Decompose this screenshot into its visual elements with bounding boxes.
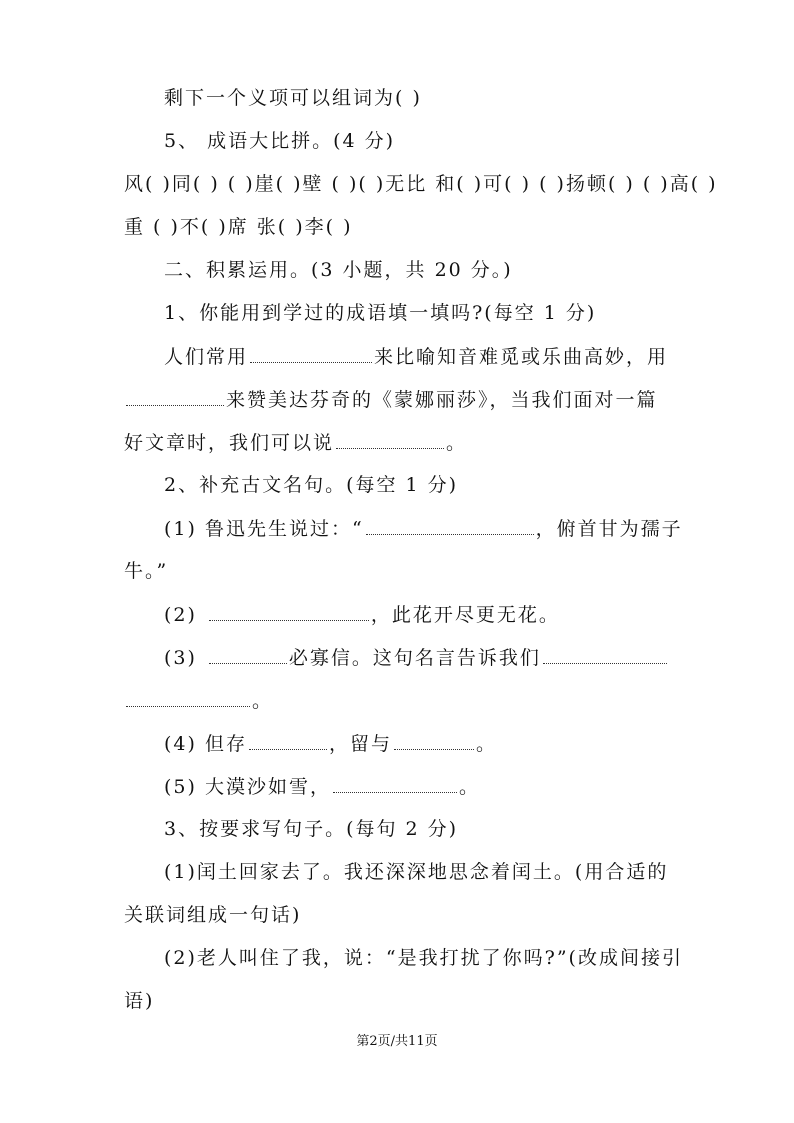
text-line xyxy=(124,387,658,412)
text-segment: 。 xyxy=(446,432,468,454)
answer-blank[interactable] xyxy=(543,645,667,664)
text-segment: ，留与 xyxy=(328,733,392,755)
idiom-fill-line: 风( )同( ) ( )崖( )壁 ( )( )无比 和( )可( ) ( )扬顿( ) ( )高( ) xyxy=(124,173,718,195)
text-segment: 。 xyxy=(252,690,274,712)
question-heading: 3、按要求写句子。(每句 2 分) xyxy=(164,818,459,840)
text-segment: 。 xyxy=(475,733,497,755)
answer-blank[interactable] xyxy=(249,731,327,750)
answer-blank[interactable] xyxy=(394,731,474,750)
answer-blank[interactable] xyxy=(209,602,369,621)
text-line xyxy=(164,731,497,756)
text-segment: 好文章时，我们可以说 xyxy=(124,432,335,454)
text-line xyxy=(164,602,560,627)
text-line xyxy=(164,516,683,541)
text-line: (2)老人叫住了我，说：“是我打扰了你吗?”(改成间接引 xyxy=(164,947,683,969)
answer-blank[interactable] xyxy=(126,387,224,406)
text-segment: 人们常用 xyxy=(164,346,249,368)
answer-blank[interactable] xyxy=(333,774,457,793)
text-segment: ，此花开尽更无花。 xyxy=(370,604,560,626)
text-line: 关联词组成一句话) xyxy=(124,904,302,926)
text-segment: 来比喻知音难觅或乐曲高妙，用 xyxy=(374,346,669,368)
text-line: 语) xyxy=(124,990,155,1012)
text-line: (1)闰土回家去了。我还深深地思念着闰土。(用合适的 xyxy=(164,861,669,883)
text-segment: ，俯首甘为孺子 xyxy=(535,518,683,540)
answer-blank[interactable] xyxy=(366,516,534,535)
text-line: 剩下一个义项可以组词为( ) xyxy=(164,87,422,109)
text-line xyxy=(164,645,669,670)
answer-blank[interactable] xyxy=(126,688,250,707)
question-heading: 5、 成语大比拼。(4 分) xyxy=(164,130,396,152)
question-heading: 2、补充古文名句。(每空 1 分) xyxy=(164,474,459,496)
page-footer: 第2页/共11页 xyxy=(356,1034,438,1049)
text-line xyxy=(164,774,480,799)
text-segment: (5) 大漠沙如雪， xyxy=(164,776,331,798)
text-line xyxy=(164,344,668,369)
question-heading: 1、你能用到学过的成语填一填吗?(每空 1 分) xyxy=(164,302,597,324)
text-segment: 必寡信。这句名言告诉我们 xyxy=(288,647,541,669)
text-segment: 。 xyxy=(458,776,480,798)
section-heading: 二、积累运用。(3 小题，共 20 分。) xyxy=(164,259,513,281)
answer-blank[interactable] xyxy=(336,430,444,449)
answer-blank[interactable] xyxy=(250,344,372,363)
text-line: 牛。” xyxy=(124,560,169,582)
text-segment: 来赞美达芬奇的《蒙娜丽莎》，当我们面对一篇 xyxy=(226,389,658,411)
idiom-fill-line: 重 ( )不( )席 张( )李( ) xyxy=(124,216,353,238)
text-segment: (3) xyxy=(164,647,197,669)
text-segment: (1) 鲁迅先生说过：“ xyxy=(164,518,364,540)
text-segment: (4) 但存 xyxy=(164,733,247,755)
answer-blank[interactable] xyxy=(209,645,287,664)
text-segment: (2) xyxy=(164,604,197,626)
text-line xyxy=(124,430,467,455)
text-line xyxy=(124,688,273,713)
